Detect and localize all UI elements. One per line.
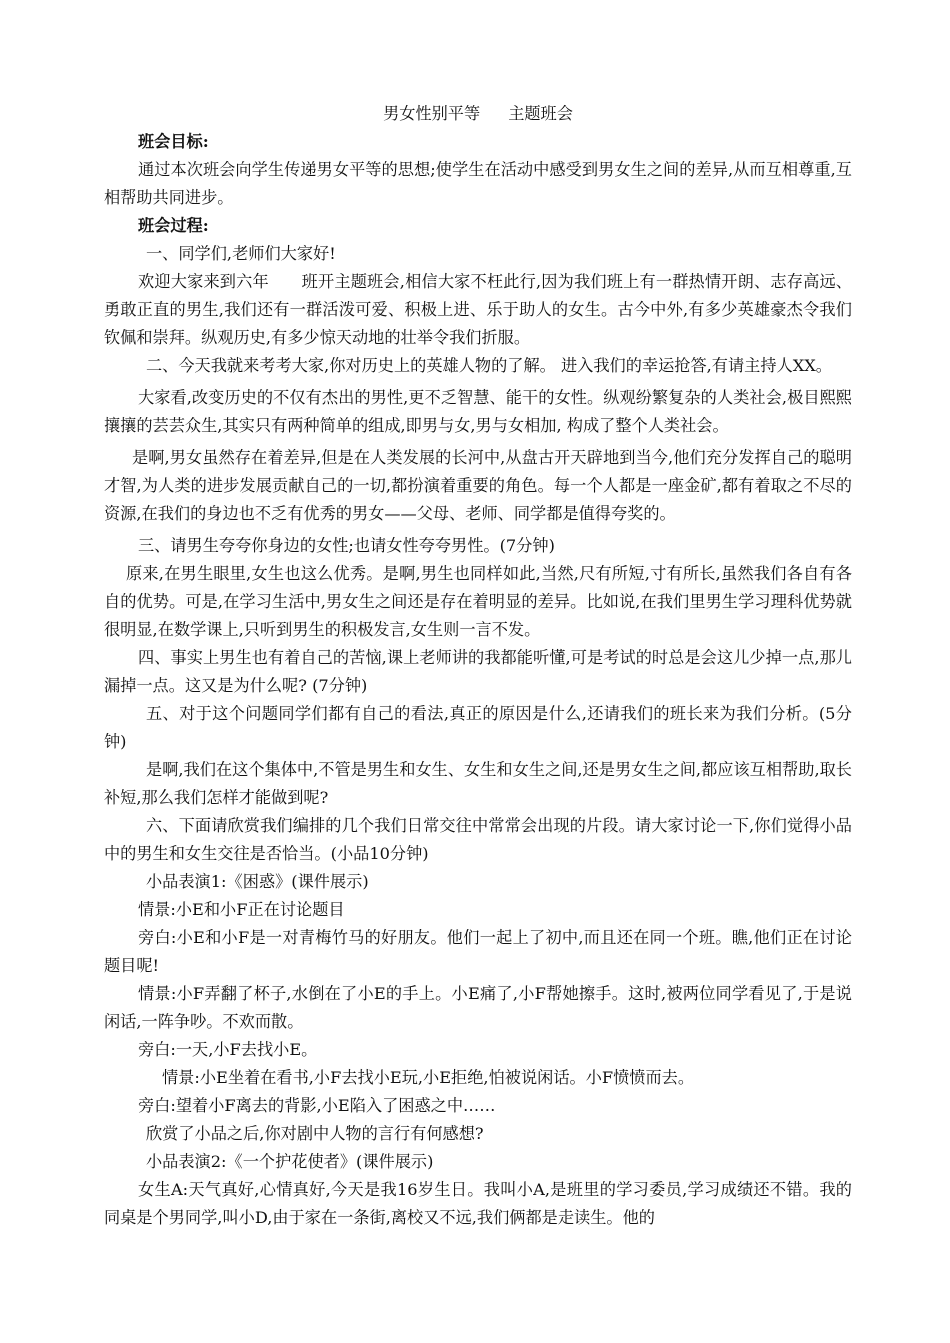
paragraph: 二、今天我就来考考大家,你对历史上的英雄人物的了解。 进入我们的幸运抢答,有请主持人XX。 (146, 356, 832, 375)
title-sub: 主题班会 (508, 104, 573, 123)
paragraph: 旁白:一天,小F去找小E。 (138, 1040, 318, 1059)
paragraph: 一、同学们,老师们大家好! (146, 244, 336, 263)
goal-heading: 班会目标: (138, 132, 209, 151)
paragraph: 四、事实上男生也有着自己的苦恼,课上老师讲的我都能听懂,可是考试的时总是会这儿少掉一点,那儿漏掉一点。这又是为什么呢? (7分钟) (104, 648, 852, 695)
paragraph: 原来,在男生眼里,女生也这么优秀。是啊,男生也同样如此,当然,尺有所短,寸有所长,虽然我们各自有各自的优势。可是,在学习生活中,男女生之间还是存在着明显的差异。比如说,在我们里男生学习理科优势就很明显,在数学课上,只听到男生的积极发言,女生则一言不发。 (104, 564, 852, 639)
paragraph: 情景:小E和小F正在讨论题目 (138, 900, 345, 919)
paragraph: 旁白:小E和小F是一对青梅竹马的好朋友。他们一起上了初中,而且还在同一个班。瞧,他们正在讨论题目呢! (104, 928, 852, 975)
paragraph: 是啊,男女虽然存在着差异,但是在人类发展的长河中,从盘古开天辟地到当今,他们充分发挥自己的聪明才智,为人类的进步发展贡献自己的一切,都扮演着重要的角色。每一个人都是一座金矿,都有着取之不尽的资源,在我们的身边也不乏有优秀的男女——父母、老师、同学都是值得夸奖的。 (104, 448, 852, 523)
paragraph: 小品表演1:《困惑》(课件展示) (146, 872, 369, 891)
paragraph: 小品表演2:《一个护花使者》(课件展示) (146, 1152, 434, 1171)
paragraph: 女生A:天气真好,心情真好,今天是我16岁生日。我叫小A,是班里的学习委员,学习成绩还不错。我的同桌是个男同学,叫小D,由于家在一条街,离校又不远,我们俩都是走读生。他的 (104, 1180, 852, 1227)
paragraph: 欢迎大家来到六年 班开主题班会,相信大家不枉此行,因为我们班上有一群热情开朗、志存高远、勇敢正直的男生,我们还有一群活泼可爱、积极上进、乐于助人的女生。古今中外,有多少英雄豪杰令我们钦佩和崇拜。纵观历史,有多少惊天动地的壮举令我们折服。 (104, 272, 852, 347)
document-page (104, 100, 852, 1232)
goal-text: 通过本次班会向学生传递男女平等的思想;使学生在活动中感受到男女生之间的差异,从而互相尊重,互相帮助共同进步。 (104, 160, 852, 207)
document-title (104, 100, 852, 128)
paragraph: 情景:小E坐着在看书,小F去找小E玩,小E拒绝,怕被说闲话。小F愤愤而去。 (162, 1068, 695, 1087)
paragraph: 情景:小F弄翻了杯子,水倒在了小E的手上。小E痛了,小F帮她擦手。这时,被两位同学看见了,于是说闲话,一阵争吵。不欢而散。 (104, 984, 852, 1031)
paragraph: 六、下面请欣赏我们编排的几个我们日常交往中常常会出现的片段。请大家讨论一下,你们觉得小品中的男生和女生交往是否恰当。(小品10分钟) (104, 816, 852, 863)
process-heading: 班会过程: (138, 216, 209, 235)
paragraph: 三、请男生夸夸你身边的女性;也请女性夸夸男性。(7分钟) (138, 536, 555, 555)
paragraph: 大家看,改变历史的不仅有杰出的男性,更不乏智慧、能干的女性。纵观纷繁复杂的人类社会,极目熙熙攘攘的芸芸众生,其实只有两种简单的组成,即男与女,男与女相加, 构成了整个人类社会。 (104, 388, 852, 435)
paragraph: 是啊,我们在这个集体中,不管是男生和女生、女生和女生之间,还是男女生之间,都应该互相帮助,取长补短,那么我们怎样才能做到呢? (104, 760, 852, 807)
paragraph: 欣赏了小品之后,你对剧中人物的言行有何感想? (146, 1124, 484, 1143)
paragraph: 旁白:望着小F离去的背影,小E陷入了困惑之中…… (138, 1096, 496, 1115)
paragraph: 五、对于这个问题同学们都有自己的看法,真正的原因是什么,还请我们的班长来为我们分析。(5分钟) (104, 704, 852, 751)
title-main: 男女性别平等 (383, 104, 481, 123)
